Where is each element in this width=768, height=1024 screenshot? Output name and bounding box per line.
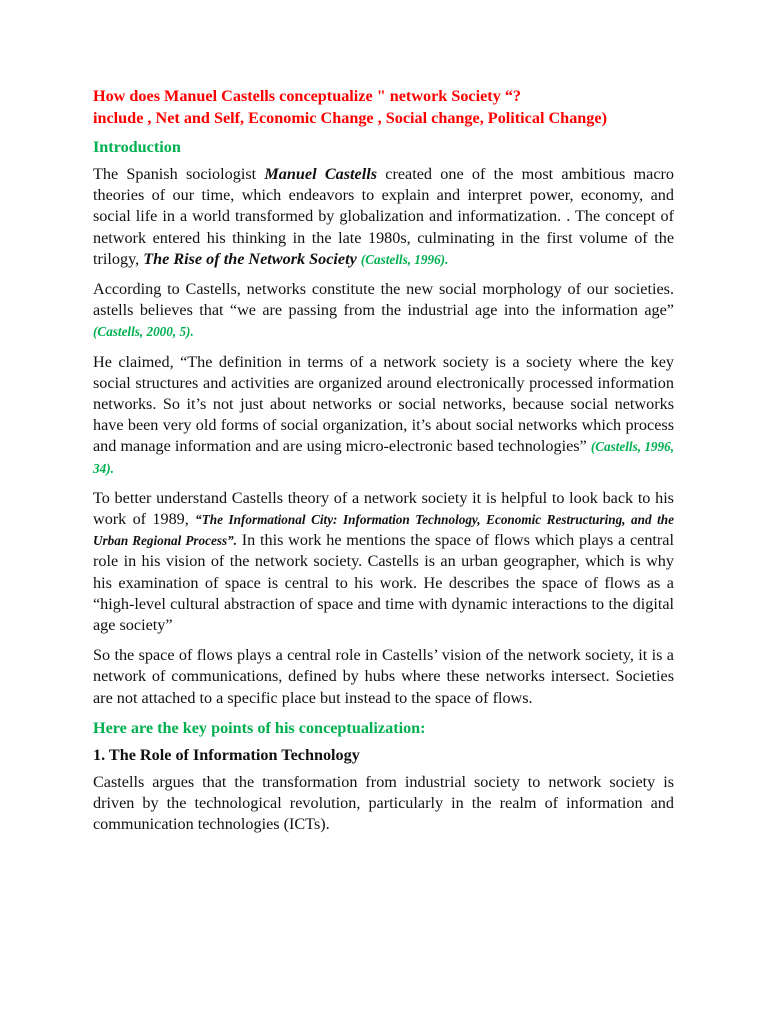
p1-text-a: The Spanish sociologist xyxy=(93,165,265,183)
citation: (Castells, 2000, 5). xyxy=(93,324,194,340)
p4-text-b: In this work he mentions the space of flows which plays a central role in his vision of the network society. Castells is an urban geographer, which is why his examination of space is central to his work. He describes the space of flows as a “high-level cultural abstraction of space and time with dynamic interactions to the digital age society” xyxy=(93,531,674,635)
section-1-heading: 1. The Role of Information Technology xyxy=(93,745,360,764)
author-name: Manuel Castells xyxy=(264,165,377,183)
paragraph-space-of-flows: So the space of flows plays a central role in Castells’ vision of the network society, it is a network of communications, defined by hubs where these networks intersect. Societies are not attached to a specific place but instead to the space of flows. xyxy=(93,646,674,707)
paragraph-informational-city xyxy=(93,488,674,636)
key-points-heading: Here are the key points of his conceptualization: xyxy=(93,718,426,737)
p3-text: He claimed, “The definition in terms of a network society is a society where the key social structures and activities are organized around electronically processed information networks. So it’s not just about networks or social networks, because social networks have been very old forms of social organization, it’s about social networks which process and manage information and are using micro-electronic based technologies” xyxy=(93,352,674,456)
paragraph-information-technology: Castells argues that the transformation from industrial society to network society is driven by the technological revolution, particularly in the realm of information and communication technologies (ICTs). xyxy=(93,772,674,834)
book-title: The Rise of the Network Society xyxy=(143,249,357,268)
paragraph-morphology xyxy=(93,279,674,343)
page-title xyxy=(93,86,674,129)
title-line-1: How does Manuel Castells conceptualize " network Society “? xyxy=(93,87,522,105)
p1-text-b: created one of the most ambitious macro theories of our time, which endeavors to explain and interpret power, economy, and social life in a world transformed by globalization and informatization. . The concept of network entered his thinking in the late 1980s, culminating in the first volume of the trilogy, xyxy=(93,165,674,268)
p4-text-a: To better understand Castells theory of a network society it is helpful to look back to his work of 1989, xyxy=(93,488,674,529)
citation: (Castells, 1996). xyxy=(360,251,449,267)
citation: (Castells, 1996, 34). xyxy=(93,439,675,476)
title-line-2: include , Net and Self, Economic Change , Social change, Political Change) xyxy=(93,108,607,127)
introduction-heading: Introduction xyxy=(93,138,181,156)
p2-text: According to Castells, networks constitute the new social morphology of our societies. astells believes that “we are passing from the industrial age into the information age” xyxy=(93,280,674,320)
work-title: “The Informational City: Information Technology, Economic Restructuring, and the Urban Regional Process”. xyxy=(93,512,674,549)
paragraph-intro xyxy=(93,164,674,270)
paragraph-definition xyxy=(93,352,674,479)
